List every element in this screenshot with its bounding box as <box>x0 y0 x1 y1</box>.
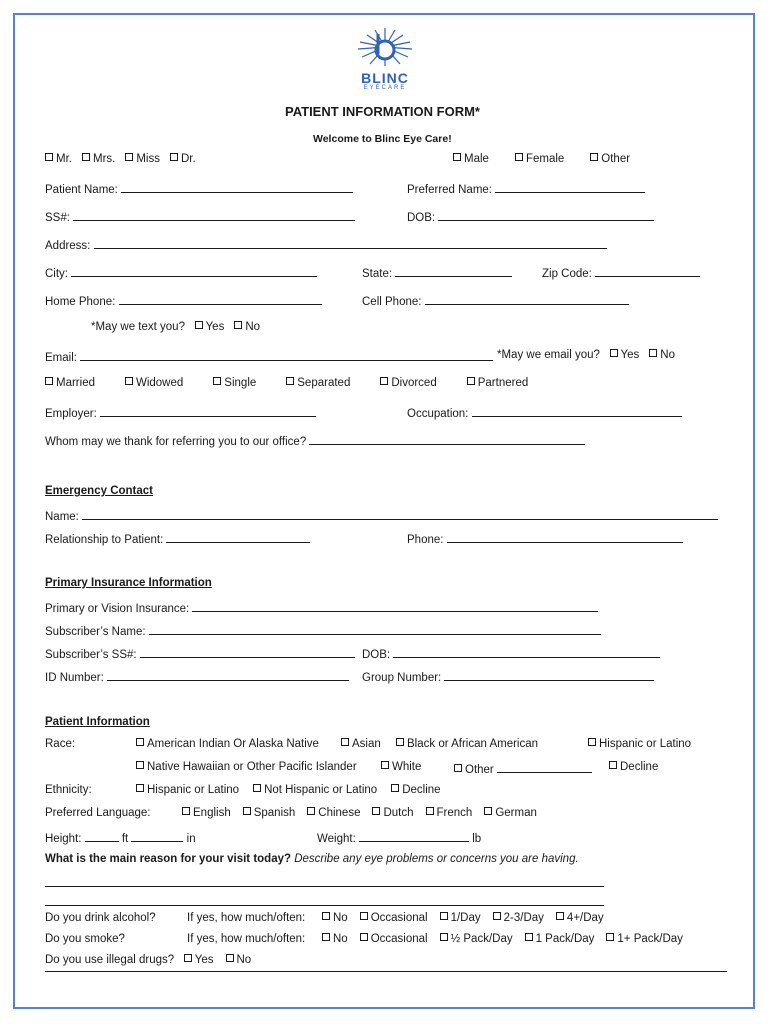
city-label: City: <box>45 268 68 280</box>
dob-label: DOB: <box>407 212 436 224</box>
marital-option[interactable]: Divorced <box>380 377 436 389</box>
group-number-field[interactable] <box>444 669 654 681</box>
marital-option[interactable]: Single <box>213 377 256 389</box>
alcohol-option[interactable]: 4+/Day <box>556 912 604 924</box>
checkbox-icon[interactable] <box>590 153 598 161</box>
race-option[interactable]: Decline <box>609 761 658 773</box>
checkbox-icon[interactable] <box>440 912 448 920</box>
visit-reason-label: What is the main reason for your visit today? <box>45 853 292 865</box>
race-option[interactable]: Other <box>454 761 592 776</box>
language-option[interactable]: Chinese <box>307 807 360 819</box>
drugs-question-row <box>45 954 261 966</box>
ss-label: SS#: <box>45 212 70 224</box>
smoke-option[interactable]: No <box>322 933 348 945</box>
visit-reason-hint: Describe any eye problems or concerns you are having. <box>294 853 579 865</box>
emergency-contact-heading: Emergency Contact <box>45 485 154 497</box>
race-option[interactable]: Black or African American <box>396 738 538 750</box>
checkbox-icon[interactable] <box>136 784 144 792</box>
checkbox-icon[interactable] <box>253 784 261 792</box>
text-consent: *May we text you? Yes No <box>91 321 261 333</box>
checkbox-icon[interactable] <box>184 954 192 962</box>
email-yes-option[interactable]: Yes <box>610 349 640 361</box>
checkbox-icon[interactable] <box>125 377 133 385</box>
referral-label: Whom may we thank for referring you to our office? <box>45 436 307 448</box>
subscriber-dob-label: DOB: <box>362 649 391 661</box>
email-field[interactable] <box>80 349 493 361</box>
title-option[interactable]: Mr. <box>45 153 72 165</box>
dob-field[interactable] <box>438 209 654 221</box>
race-option[interactable]: Hispanic or Latino <box>588 738 691 750</box>
checkbox-icon[interactable] <box>136 738 144 746</box>
state-label: State: <box>362 268 393 280</box>
blinc-eye-icon <box>350 26 420 68</box>
gender-option[interactable]: Other <box>590 153 630 165</box>
checkbox-icon[interactable] <box>515 153 523 161</box>
checkbox-icon[interactable] <box>82 153 90 161</box>
primary-insurance-label: Primary or Vision Insurance: <box>45 603 190 615</box>
checkbox-icon[interactable] <box>426 807 434 815</box>
cell-phone-field[interactable] <box>425 293 629 305</box>
smoke-option[interactable]: Occasional <box>360 933 428 945</box>
subscriber-name-field[interactable] <box>149 623 601 635</box>
smoke-frequency-label: If yes, how much/often: <box>187 933 306 945</box>
alcohol-options <box>322 912 614 924</box>
checkbox-icon[interactable] <box>609 761 617 769</box>
visit-reason-question <box>45 853 579 865</box>
alcohol-option[interactable]: Occasional <box>360 912 428 924</box>
language-option[interactable]: French <box>426 807 473 819</box>
cell-phone-label: Cell Phone: <box>362 296 422 308</box>
address-field[interactable] <box>94 237 607 249</box>
checkbox-icon[interactable] <box>606 933 614 941</box>
email-no-option[interactable]: No <box>649 349 675 361</box>
employer-label: Employer: <box>45 408 97 420</box>
smoke-option[interactable]: 1+ Pack/Day <box>606 933 683 945</box>
race-option[interactable]: Native Hawaiian or Other Pacific Islander <box>136 761 357 773</box>
home-phone-label: Home Phone: <box>45 296 116 308</box>
checkbox-icon[interactable] <box>125 153 133 161</box>
language-option[interactable]: Spanish <box>243 807 296 819</box>
logo-subtitle: EYECARE <box>363 85 407 91</box>
checkbox-icon[interactable] <box>170 153 178 161</box>
emergency-name-label: Name: <box>45 511 79 523</box>
zip-field[interactable] <box>595 265 700 277</box>
height-row <box>45 830 196 845</box>
marital-option[interactable]: Married <box>45 377 95 389</box>
checkbox-icon[interactable] <box>322 912 330 920</box>
preferred-name-label: Preferred Name: <box>407 184 493 196</box>
smoke-option[interactable]: 1 Pack/Day <box>525 933 595 945</box>
zip-label: Zip Code: <box>542 268 592 280</box>
drugs-no-option[interactable]: No <box>226 954 252 966</box>
checkbox-icon[interactable] <box>307 807 315 815</box>
employer-field[interactable] <box>100 405 316 417</box>
language-option[interactable]: English <box>182 807 231 819</box>
primary-insurance-field[interactable] <box>192 600 598 612</box>
patient-name-label: Patient Name: <box>45 184 118 196</box>
ss-field[interactable] <box>73 209 355 221</box>
drugs-question: Do you use illegal drugs? <box>45 954 175 966</box>
drugs-yes-option[interactable]: Yes <box>184 954 214 966</box>
logo-name: BLINC <box>361 70 409 86</box>
gender-option[interactable]: Male <box>453 153 489 165</box>
weight-label: Weight: <box>317 833 356 845</box>
pounds-unit: lb <box>472 833 482 845</box>
checkbox-icon[interactable] <box>286 377 294 385</box>
checkbox-icon[interactable] <box>195 321 203 329</box>
checkbox-icon[interactable] <box>360 933 368 941</box>
language-option[interactable]: German <box>484 807 537 819</box>
marital-option[interactable]: Partnered <box>467 377 529 389</box>
checkbox-icon[interactable] <box>467 377 475 385</box>
text-no-option[interactable]: No <box>234 321 260 333</box>
inches-unit: in <box>186 833 196 845</box>
checkbox-icon[interactable] <box>136 761 144 769</box>
checkbox-icon[interactable] <box>341 738 349 746</box>
race-option[interactable]: American Indian Or Alaska Native <box>136 738 319 750</box>
visit-reason-line[interactable] <box>45 876 604 887</box>
alcohol-option[interactable]: No <box>322 912 348 924</box>
occupation-label: Occupation: <box>407 408 469 420</box>
email-label: Email: <box>45 352 77 364</box>
race-option[interactable]: White <box>381 761 421 773</box>
checkbox-icon[interactable] <box>610 349 618 357</box>
checkbox-icon[interactable] <box>213 377 221 385</box>
title-option[interactable]: Mrs. <box>82 153 115 165</box>
insurance-heading: Primary Insurance Information <box>45 577 212 589</box>
title-option[interactable]: Dr. <box>170 153 196 165</box>
emergency-name-field[interactable] <box>82 508 718 520</box>
weight-field[interactable] <box>359 830 469 842</box>
smoke-option[interactable]: ½ Pack/Day <box>440 933 513 945</box>
checkbox-icon[interactable] <box>588 738 596 746</box>
checkbox-icon[interactable] <box>396 738 404 746</box>
visit-reason-line[interactable] <box>45 895 604 906</box>
checkbox-icon[interactable] <box>380 377 388 385</box>
height-inches-field[interactable] <box>131 830 183 842</box>
weight-row <box>317 830 481 845</box>
checkbox-icon[interactable] <box>45 153 53 161</box>
group-number-label: Group Number: <box>362 672 442 684</box>
marital-status-options <box>45 377 538 389</box>
marital-option[interactable]: Widowed <box>125 377 183 389</box>
checkbox-icon[interactable] <box>45 377 53 385</box>
referral-field[interactable] <box>309 433 585 445</box>
smoke-question: Do you smoke? <box>45 933 125 945</box>
checkbox-icon[interactable] <box>243 807 251 815</box>
address-label: Address: <box>45 240 91 252</box>
checkbox-icon[interactable] <box>372 807 380 815</box>
subscriber-ss-label: Subscriber’s SS#: <box>45 649 137 661</box>
patient-info-heading: Patient Information <box>45 716 150 728</box>
checkbox-icon[interactable] <box>322 933 330 941</box>
language-option[interactable]: Dutch <box>372 807 413 819</box>
race-label: Race: <box>45 738 76 750</box>
patient-name-field[interactable] <box>121 181 353 193</box>
home-phone-field[interactable] <box>119 293 322 305</box>
welcome-text: Welcome to Blinc Eye Care! <box>313 133 452 145</box>
checkbox-icon[interactable] <box>182 807 190 815</box>
title-option[interactable]: Miss <box>125 153 160 165</box>
id-number-label: ID Number: <box>45 672 104 684</box>
salutation-options <box>45 153 206 165</box>
gender-options <box>453 153 640 165</box>
checkbox-icon[interactable] <box>454 764 462 772</box>
email-consent: *May we email you? Yes No <box>497 349 675 361</box>
checkbox-icon[interactable] <box>525 933 533 941</box>
checkbox-icon[interactable] <box>649 349 657 357</box>
checkbox-icon[interactable] <box>381 761 389 769</box>
gender-option[interactable]: Female <box>515 153 564 165</box>
blinc-logo <box>350 26 420 90</box>
ethnicity-option[interactable]: Decline <box>391 784 440 796</box>
subscriber-dob-field[interactable] <box>393 646 660 658</box>
ethnicity-options <box>136 784 451 796</box>
preferred-name-field[interactable] <box>495 181 645 193</box>
relationship-field[interactable] <box>166 531 310 543</box>
checkbox-icon[interactable] <box>226 954 234 962</box>
occupation-field[interactable] <box>472 405 682 417</box>
emergency-phone-field[interactable] <box>447 531 683 543</box>
alcohol-question: Do you drink alcohol? <box>45 912 156 924</box>
checkbox-icon[interactable] <box>440 933 448 941</box>
alcohol-option[interactable]: 2-3/Day <box>493 912 544 924</box>
form-title: PATIENT INFORMATION FORM* <box>285 104 480 119</box>
checkbox-icon[interactable] <box>360 912 368 920</box>
feet-unit: ft <box>121 833 129 845</box>
alcohol-frequency-label: If yes, how much/often: <box>187 912 306 924</box>
language-label: Preferred Language: <box>45 807 151 819</box>
relationship-label: Relationship to Patient: <box>45 534 164 546</box>
language-options <box>182 807 547 819</box>
ethnicity-option[interactable]: Not Hispanic or Latino <box>253 784 377 796</box>
race-option[interactable]: Asian <box>341 738 381 750</box>
subscriber-name-label: Subscriber’s Name: <box>45 626 146 638</box>
marital-option[interactable]: Separated <box>286 377 350 389</box>
checkbox-icon[interactable] <box>234 321 242 329</box>
race-other-field[interactable] <box>497 761 592 773</box>
city-field[interactable] <box>71 265 317 277</box>
ethnicity-option[interactable]: Hispanic or Latino <box>136 784 239 796</box>
checkbox-icon[interactable] <box>493 912 501 920</box>
checkbox-icon[interactable] <box>556 912 564 920</box>
alcohol-option[interactable]: 1/Day <box>440 912 481 924</box>
id-number-field[interactable] <box>107 669 349 681</box>
state-field[interactable] <box>395 265 512 277</box>
emergency-phone-label: Phone: <box>407 534 444 546</box>
height-label: Height: <box>45 833 82 845</box>
smoke-options <box>322 933 693 945</box>
height-feet-field[interactable] <box>85 830 119 842</box>
checkbox-icon[interactable] <box>453 153 461 161</box>
text-yes-option[interactable]: Yes <box>195 321 225 333</box>
subscriber-ss-field[interactable] <box>140 646 355 658</box>
ethnicity-label: Ethnicity: <box>45 784 92 796</box>
checkbox-icon[interactable] <box>484 807 492 815</box>
checkbox-icon[interactable] <box>391 784 399 792</box>
footer-rule <box>45 971 727 972</box>
